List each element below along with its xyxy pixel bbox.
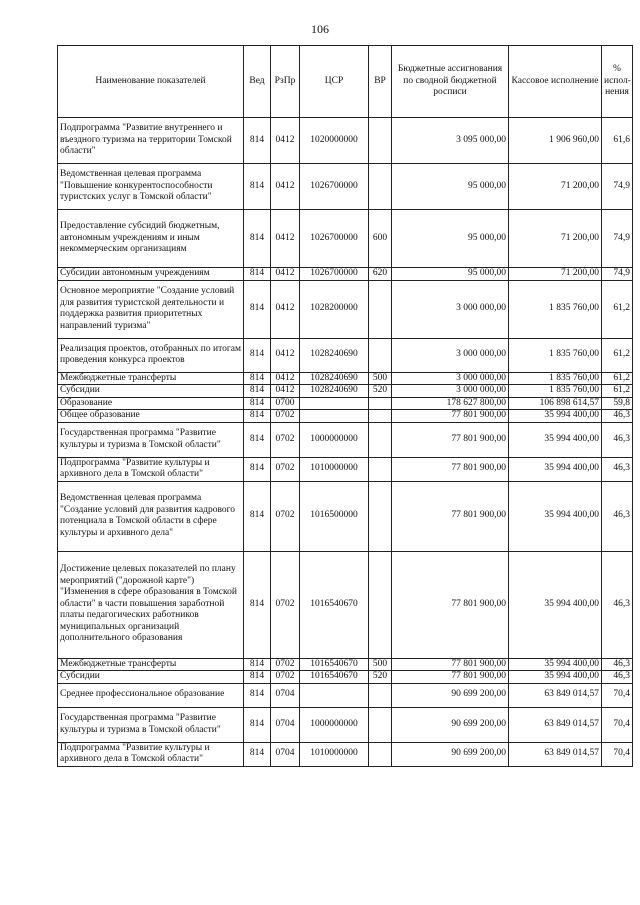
row-percent: 46,3 <box>602 457 633 481</box>
row-vr <box>369 118 392 164</box>
row-csr: 1000000000 <box>300 707 369 742</box>
row-vr <box>369 280 392 338</box>
table-row <box>58 658 633 671</box>
row-name: Субсидии автономным учреждениям <box>58 268 244 281</box>
row-cash: 35 994 400,00 <box>509 457 602 481</box>
row-vr <box>369 164 392 210</box>
row-percent: 74,9 <box>602 164 633 210</box>
row-percent: 59,8 <box>602 397 633 410</box>
row-percent: 61,2 <box>602 385 633 398</box>
row-cash: 71 200,00 <box>509 210 602 268</box>
table-row <box>58 422 633 457</box>
row-name: Подпрограмма "Развитие внутреннего и въездного туризма на территории Томской области" <box>58 118 244 164</box>
row-percent: 46,3 <box>602 410 633 423</box>
row-cash: 63 849 014,57 <box>509 683 602 707</box>
row-ved: 814 <box>244 210 271 268</box>
row-ved: 814 <box>244 385 271 398</box>
table-header-row <box>58 46 633 118</box>
row-ved: 814 <box>244 658 271 671</box>
row-budget: 77 801 900,00 <box>392 457 509 481</box>
row-name: Межбюджетные трансферты <box>58 658 244 671</box>
row-cash: 63 849 014,57 <box>509 707 602 742</box>
row-percent: 61,2 <box>602 280 633 338</box>
row-rzpr: 0412 <box>271 210 300 268</box>
table-row <box>58 210 633 268</box>
row-name: Подпрограмма "Развитие культуры и архивного дела в Томской области" <box>58 742 244 766</box>
row-cash: 71 200,00 <box>509 268 602 281</box>
row-name: Общее образование <box>58 410 244 423</box>
row-percent: 46,3 <box>602 422 633 457</box>
row-name: Государственная программа "Развитие культуры и туризма в Томской области" <box>58 422 244 457</box>
row-vr <box>369 551 392 658</box>
row-percent: 61,2 <box>602 372 633 385</box>
table-row <box>58 742 633 766</box>
row-csr: 1028240690 <box>300 338 369 372</box>
row-percent: 61,6 <box>602 118 633 164</box>
row-ved: 814 <box>244 551 271 658</box>
row-ved: 814 <box>244 280 271 338</box>
row-ved: 814 <box>244 707 271 742</box>
header-name: Наименование показателей <box>58 46 244 118</box>
row-budget: 3 000 000,00 <box>392 338 509 372</box>
row-rzpr: 0412 <box>271 385 300 398</box>
row-percent: 70,4 <box>602 683 633 707</box>
row-rzpr: 0702 <box>271 551 300 658</box>
row-percent: 46,3 <box>602 481 633 551</box>
row-cash: 35 994 400,00 <box>509 658 602 671</box>
row-name: Среднее профессиональное образование <box>58 683 244 707</box>
row-ved: 814 <box>244 372 271 385</box>
row-csr: 1028200000 <box>300 280 369 338</box>
row-vr <box>369 707 392 742</box>
row-name: Субсидии <box>58 671 244 684</box>
row-ved: 814 <box>244 338 271 372</box>
row-csr: 1020000000 <box>300 118 369 164</box>
row-rzpr: 0412 <box>271 268 300 281</box>
row-csr: 1028240690 <box>300 385 369 398</box>
row-budget: 3 000 000,00 <box>392 280 509 338</box>
row-name: Государственная программа "Развитие культуры и туризма в Томской области" <box>58 707 244 742</box>
row-ved: 814 <box>244 268 271 281</box>
row-budget: 3 000 000,00 <box>392 385 509 398</box>
row-ved: 814 <box>244 422 271 457</box>
row-vr: 520 <box>369 385 392 398</box>
row-csr: 1026700000 <box>300 210 369 268</box>
row-csr: 1010000000 <box>300 457 369 481</box>
row-percent: 46,3 <box>602 551 633 658</box>
row-csr <box>300 397 369 410</box>
row-rzpr: 0412 <box>271 280 300 338</box>
row-percent: 61,2 <box>602 338 633 372</box>
table-row <box>58 397 633 410</box>
row-name: Ведомственная целевая программа "Повышение конкурентоспособности туристских услуг в Томской области" <box>58 164 244 210</box>
row-budget: 178 627 800,00 <box>392 397 509 410</box>
header-csr: ЦСР <box>300 46 369 118</box>
row-ved: 814 <box>244 481 271 551</box>
table-row <box>58 372 633 385</box>
row-cash: 1 835 760,00 <box>509 338 602 372</box>
row-budget: 95 000,00 <box>392 164 509 210</box>
row-rzpr: 0702 <box>271 457 300 481</box>
row-csr <box>300 410 369 423</box>
row-ved: 814 <box>244 742 271 766</box>
row-cash: 1 835 760,00 <box>509 385 602 398</box>
row-cash: 1 835 760,00 <box>509 372 602 385</box>
row-vr <box>369 457 392 481</box>
header-ved: Вед <box>244 46 271 118</box>
table-row <box>58 683 633 707</box>
row-cash: 35 994 400,00 <box>509 551 602 658</box>
row-rzpr: 0704 <box>271 707 300 742</box>
row-vr: 500 <box>369 658 392 671</box>
header-vr: ВР <box>369 46 392 118</box>
row-name: Реализация проектов, отобранных по итогам проведения конкурса проектов <box>58 338 244 372</box>
row-rzpr: 0412 <box>271 164 300 210</box>
row-percent: 46,3 <box>602 658 633 671</box>
row-budget: 77 801 900,00 <box>392 422 509 457</box>
row-cash: 35 994 400,00 <box>509 410 602 423</box>
row-vr <box>369 683 392 707</box>
row-name: Подпрограмма "Развитие культуры и архивного дела в Томской области" <box>58 457 244 481</box>
row-ved: 814 <box>244 457 271 481</box>
row-csr: 1028240690 <box>300 372 369 385</box>
header-cash: Кассовое исполнение <box>509 46 602 118</box>
row-rzpr: 0704 <box>271 742 300 766</box>
row-budget: 95 000,00 <box>392 268 509 281</box>
table-row <box>58 280 633 338</box>
row-rzpr: 0412 <box>271 338 300 372</box>
row-name: Межбюджетные трансферты <box>58 372 244 385</box>
row-name: Образование <box>58 397 244 410</box>
row-cash: 106 898 614,57 <box>509 397 602 410</box>
row-budget: 90 699 200,00 <box>392 742 509 766</box>
row-vr <box>369 481 392 551</box>
row-name: Предоставление субсидий бюджетным, автономным учреждениям и иным некоммерческим организациям <box>58 210 244 268</box>
row-rzpr: 0702 <box>271 658 300 671</box>
row-csr <box>300 683 369 707</box>
table-row <box>58 164 633 210</box>
row-ved: 814 <box>244 671 271 684</box>
row-rzpr: 0412 <box>271 372 300 385</box>
row-budget: 90 699 200,00 <box>392 707 509 742</box>
header-percent: % испол-нения <box>602 46 633 118</box>
row-csr: 1000000000 <box>300 422 369 457</box>
row-rzpr: 0702 <box>271 481 300 551</box>
row-budget: 90 699 200,00 <box>392 683 509 707</box>
row-ved: 814 <box>244 397 271 410</box>
row-cash: 71 200,00 <box>509 164 602 210</box>
row-ved: 814 <box>244 164 271 210</box>
row-vr: 500 <box>369 372 392 385</box>
row-cash: 35 994 400,00 <box>509 671 602 684</box>
table-row <box>58 410 633 423</box>
row-vr <box>369 410 392 423</box>
row-rzpr: 0412 <box>271 118 300 164</box>
row-rzpr: 0702 <box>271 422 300 457</box>
row-cash: 1 835 760,00 <box>509 280 602 338</box>
row-cash: 35 994 400,00 <box>509 422 602 457</box>
row-ved: 814 <box>244 410 271 423</box>
row-csr: 1026700000 <box>300 268 369 281</box>
row-percent: 46,3 <box>602 671 633 684</box>
table-row <box>58 338 633 372</box>
table-row <box>58 118 633 164</box>
row-csr: 1010000000 <box>300 742 369 766</box>
row-cash: 63 849 014,57 <box>509 742 602 766</box>
row-rzpr: 0704 <box>271 683 300 707</box>
row-rzpr: 0700 <box>271 397 300 410</box>
row-vr <box>369 338 392 372</box>
row-budget: 3 000 000,00 <box>392 372 509 385</box>
row-percent: 74,9 <box>602 210 633 268</box>
table-row <box>58 671 633 684</box>
table-row <box>58 385 633 398</box>
row-name: Ведомственная целевая программа "Создание условий для развития кадрового потенциала в Томской области в сфере культуры и архивного дела" <box>58 481 244 551</box>
row-vr <box>369 742 392 766</box>
row-vr: 620 <box>369 268 392 281</box>
page-number: 106 <box>311 22 329 36</box>
row-budget: 77 801 900,00 <box>392 481 509 551</box>
row-percent: 74,9 <box>602 268 633 281</box>
header-budget: Бюджетные ассигнования по сводной бюджетной росписи <box>392 46 509 118</box>
row-vr: 520 <box>369 671 392 684</box>
row-name: Достижение целевых показателей по плану мероприятий ("дорожной карте") "Изменения в сфере образования в Томской области" в части повышения заработной платы педагогических работников муниципальных организаций дополнительного образования <box>58 551 244 658</box>
row-csr: 1016540670 <box>300 551 369 658</box>
row-budget: 95 000,00 <box>392 210 509 268</box>
row-vr <box>369 422 392 457</box>
row-budget: 77 801 900,00 <box>392 410 509 423</box>
table-row <box>58 268 633 281</box>
row-csr: 1016540670 <box>300 658 369 671</box>
row-csr: 1026700000 <box>300 164 369 210</box>
budget-table <box>57 45 633 767</box>
row-vr <box>369 397 392 410</box>
table-row <box>58 551 633 658</box>
row-name: Основное мероприятие "Создание условий для развития туристской деятельности и поддержка развития приоритетных направлений туризма" <box>58 280 244 338</box>
row-csr: 1016540670 <box>300 671 369 684</box>
row-name: Субсидии <box>58 385 244 398</box>
row-budget: 77 801 900,00 <box>392 551 509 658</box>
row-cash: 35 994 400,00 <box>509 481 602 551</box>
row-ved: 814 <box>244 683 271 707</box>
row-budget: 77 801 900,00 <box>392 658 509 671</box>
table-row <box>58 481 633 551</box>
row-ved: 814 <box>244 118 271 164</box>
row-csr: 1016500000 <box>300 481 369 551</box>
table-row <box>58 707 633 742</box>
row-rzpr: 0702 <box>271 410 300 423</box>
header-rzpr: РзПр <box>271 46 300 118</box>
row-rzpr: 0702 <box>271 671 300 684</box>
row-budget: 77 801 900,00 <box>392 671 509 684</box>
row-vr: 600 <box>369 210 392 268</box>
row-percent: 70,4 <box>602 707 633 742</box>
row-percent: 70,4 <box>602 742 633 766</box>
table-row <box>58 457 633 481</box>
row-budget: 3 095 000,00 <box>392 118 509 164</box>
row-cash: 1 906 960,00 <box>509 118 602 164</box>
